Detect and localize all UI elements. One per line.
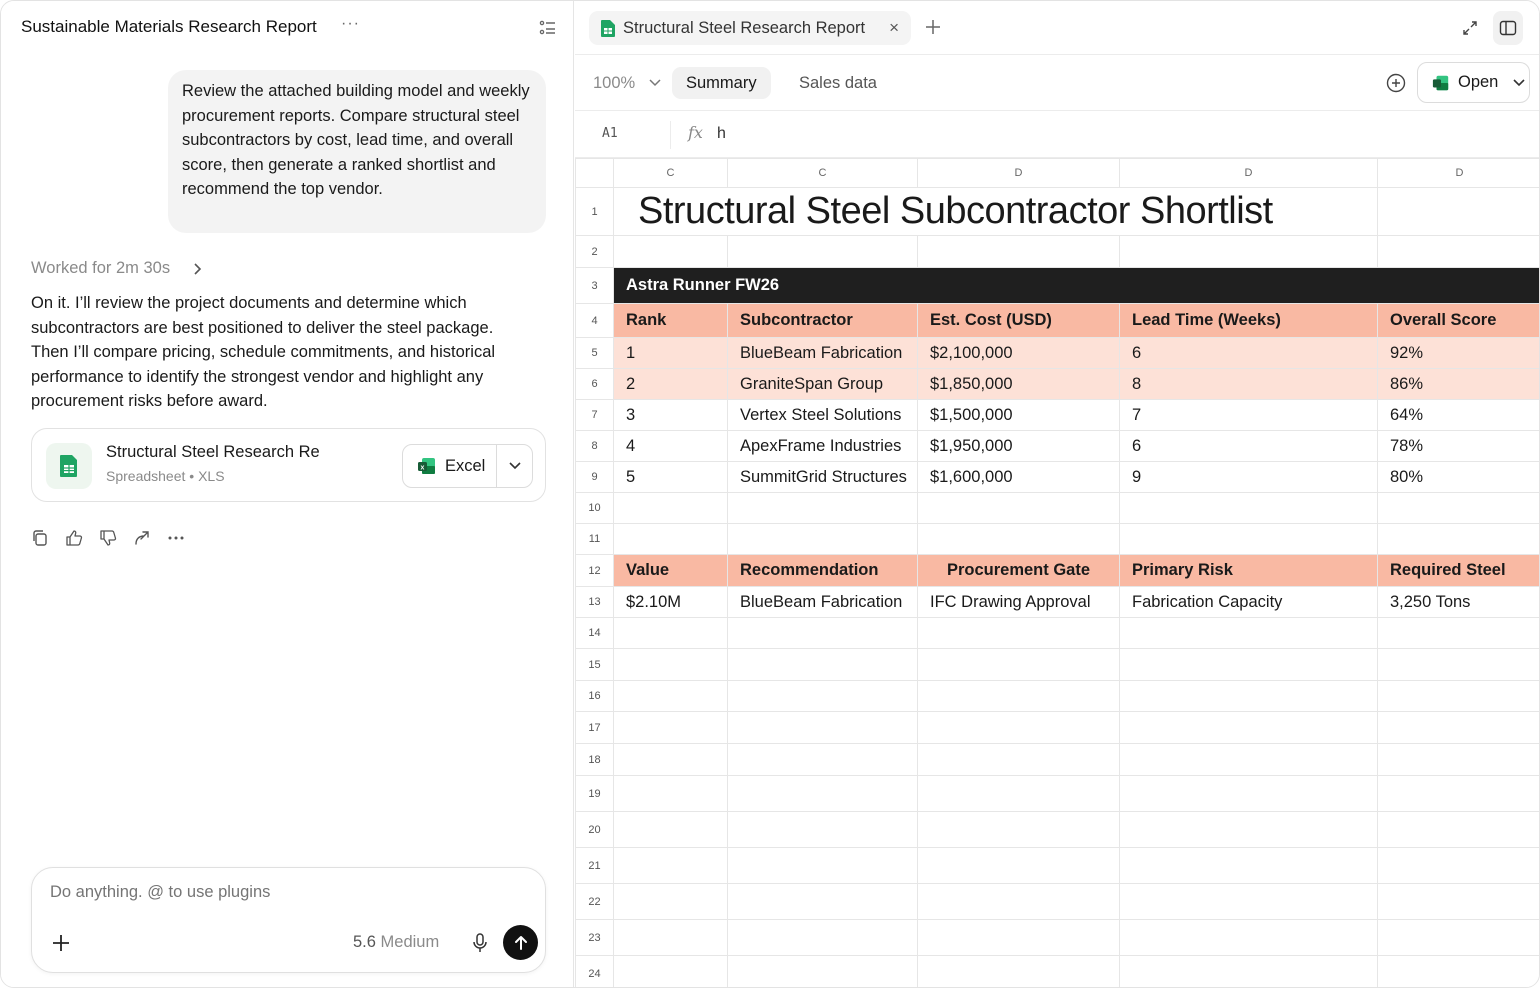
cell[interactable]: ApexFrame Industries [728, 431, 918, 462]
chevron-down-icon [1512, 78, 1526, 88]
sheet-row [576, 920, 1540, 956]
cell[interactable] [918, 618, 1120, 649]
cell[interactable] [918, 493, 1120, 524]
cell[interactable] [1120, 681, 1378, 712]
header-cell-recommendation[interactable]: Recommendation [728, 555, 918, 587]
sheet-row [576, 681, 1540, 712]
cell[interactable]: 3 [614, 400, 728, 431]
row-number[interactable]: 23 [576, 920, 614, 956]
cell[interactable] [1378, 618, 1540, 649]
zoom-level[interactable]: 100% [593, 74, 636, 92]
column-header[interactable]: D [1378, 159, 1540, 188]
sheet-row [576, 236, 1540, 268]
document-panel [575, 1, 1540, 988]
microphone-icon[interactable] [470, 932, 490, 954]
formula-input[interactable]: h [717, 125, 726, 142]
more-options-icon[interactable]: ··· [341, 15, 360, 32]
chevron-right-icon[interactable] [191, 261, 203, 277]
row-number[interactable]: 22 [576, 884, 614, 920]
chevron-down-icon [508, 461, 522, 471]
cell[interactable] [1378, 812, 1540, 848]
sheet-file-icon [601, 20, 615, 37]
cell[interactable] [728, 493, 918, 524]
sheet-row [576, 712, 1540, 744]
cell[interactable]: BlueBeam Fabrication [728, 587, 918, 618]
excel-button-label: Excel [445, 456, 486, 475]
cell[interactable] [614, 776, 728, 812]
cell[interactable] [918, 649, 1120, 681]
svg-text:x: x [420, 464, 425, 472]
excel-icon [1432, 74, 1450, 92]
cell[interactable]: 92% [1378, 338, 1540, 369]
column-header[interactable]: C [728, 159, 918, 188]
cell[interactable] [614, 812, 728, 848]
model-version: 5.6 [353, 933, 376, 951]
chat-panel [1, 1, 574, 988]
sheet-row [576, 649, 1540, 681]
cell[interactable]: SummitGrid Structures [728, 462, 918, 493]
cell-reference[interactable]: A1 [602, 126, 618, 141]
cell[interactable] [1378, 956, 1540, 988]
document-tab-bar [575, 1, 1540, 55]
cell[interactable] [1120, 744, 1378, 776]
header-cell-subcontractor[interactable]: Subcontractor [728, 304, 918, 338]
cell[interactable] [1378, 188, 1540, 236]
formula-bar [575, 111, 1540, 158]
sheet-tab-summary[interactable]: Summary [672, 67, 771, 99]
cell[interactable] [1120, 524, 1378, 555]
cell[interactable] [1120, 956, 1378, 988]
cell[interactable] [728, 236, 918, 268]
spreadsheet-grid [575, 158, 1540, 988]
sheet-toolbar [575, 55, 1540, 111]
cell[interactable]: 1 [614, 338, 728, 369]
cell[interactable]: 2 [614, 369, 728, 400]
cell[interactable]: GraniteSpan Group [728, 369, 918, 400]
cell[interactable] [1378, 712, 1540, 744]
cell[interactable] [1378, 848, 1540, 884]
conversation-title: Sustainable Materials Research Report [21, 17, 317, 36]
document-tab[interactable] [589, 11, 911, 45]
share-icon[interactable] [133, 529, 151, 547]
cell[interactable]: 80% [1378, 462, 1540, 493]
header-cell-procurement-gate[interactable]: Procurement Gate [918, 555, 1120, 587]
cell[interactable] [614, 956, 728, 988]
row-number[interactable]: 19 [576, 776, 614, 812]
assistant-message: On it. I’ll review the project documents and determine which subcontractors are best positioned to deliver the steel package. Then I’ll compare pricing, schedule commitments, and historical performance to identify the strongest vendor and highlight any procurement risks before award. [31, 294, 496, 410]
column-header[interactable]: D [918, 159, 1120, 188]
row-number[interactable]: 12 [576, 555, 614, 587]
row-number[interactable]: 13 [576, 587, 614, 618]
task-list-icon[interactable] [539, 19, 557, 37]
cell[interactable] [918, 884, 1120, 920]
row-number[interactable]: 11 [576, 524, 614, 555]
more-actions-icon[interactable] [167, 529, 185, 547]
row-number[interactable]: 16 [576, 681, 614, 712]
cell[interactable] [614, 618, 728, 649]
cell[interactable] [1378, 776, 1540, 812]
sheet-row [576, 493, 1540, 524]
cell[interactable] [1378, 681, 1540, 712]
file-attachment-card[interactable] [31, 428, 546, 502]
cell[interactable] [728, 744, 918, 776]
cell[interactable]: 3,250 Tons [1378, 587, 1540, 618]
arrow-up-icon [512, 934, 530, 952]
sheet-row [576, 956, 1540, 988]
cell[interactable] [1120, 236, 1378, 268]
open-button-label: Open [1458, 73, 1499, 91]
cell[interactable] [918, 524, 1120, 555]
cell[interactable] [918, 744, 1120, 776]
sheet-row [576, 848, 1540, 884]
cell[interactable] [1378, 493, 1540, 524]
table-row [576, 369, 1540, 400]
cell[interactable]: BlueBeam Fabrication [728, 338, 918, 369]
cell[interactable] [728, 681, 918, 712]
sheet-row [576, 268, 1540, 304]
sidebar-panel-icon [1499, 20, 1517, 36]
cell[interactable] [1378, 884, 1540, 920]
row-number[interactable]: 10 [576, 493, 614, 524]
header-cell-required-steel[interactable]: Required Steel [1378, 555, 1540, 587]
row-number[interactable]: 14 [576, 618, 614, 649]
function-icon: fx [688, 123, 703, 142]
cell[interactable] [918, 920, 1120, 956]
open-button[interactable] [1417, 62, 1530, 103]
row-number[interactable]: 9 [576, 462, 614, 493]
sheet-row [576, 744, 1540, 776]
header-cell-primary-risk[interactable]: Primary Risk [1120, 555, 1378, 587]
excel-button-main[interactable] [403, 445, 497, 487]
cell[interactable]: Fabrication Capacity [1120, 587, 1378, 618]
cell[interactable] [918, 776, 1120, 812]
cell[interactable]: 6 [1120, 431, 1378, 462]
cell[interactable]: 86% [1378, 369, 1540, 400]
row-number[interactable]: 7 [576, 400, 614, 431]
file-name: Structural Steel Research Re [106, 443, 320, 461]
excel-dropdown[interactable] [497, 461, 532, 471]
model-selector[interactable] [353, 933, 439, 952]
add-comment-icon[interactable] [1385, 72, 1407, 94]
sheet-row [576, 884, 1540, 920]
close-tab-icon[interactable]: × [889, 18, 899, 37]
cell[interactable] [614, 920, 728, 956]
message-input[interactable] [50, 883, 520, 902]
cell[interactable]: $2,100,000 [918, 338, 1120, 369]
cell[interactable] [614, 524, 728, 555]
sheet-row [576, 812, 1540, 848]
row-number[interactable]: 4 [576, 304, 614, 338]
row-number[interactable]: 15 [576, 649, 614, 681]
cell[interactable] [918, 681, 1120, 712]
new-tab-icon[interactable] [923, 17, 943, 37]
cell[interactable] [728, 776, 918, 812]
cell[interactable] [728, 920, 918, 956]
sheet-row [576, 618, 1540, 649]
row-number[interactable]: 24 [576, 956, 614, 988]
cell[interactable] [1378, 236, 1540, 268]
thumbs-down-icon[interactable] [99, 529, 117, 547]
row-number[interactable]: 17 [576, 712, 614, 744]
message-composer [31, 867, 546, 973]
worked-duration[interactable]: Worked for 2m 30s [31, 259, 171, 277]
cell[interactable]: 7 [1120, 400, 1378, 431]
row-number[interactable]: 8 [576, 431, 614, 462]
cell[interactable] [1120, 493, 1378, 524]
cell[interactable] [1120, 812, 1378, 848]
cell[interactable] [918, 812, 1120, 848]
cell[interactable] [614, 712, 728, 744]
corner-cell[interactable] [576, 159, 614, 188]
formula-divider [670, 121, 671, 149]
open-in-excel-button[interactable] [402, 444, 533, 488]
cell[interactable]: $1,500,000 [918, 400, 1120, 431]
file-meta: Spreadsheet • XLS [106, 468, 225, 484]
cell[interactable]: $1,600,000 [918, 462, 1120, 493]
row-number[interactable]: 2 [576, 236, 614, 268]
sheet-table [575, 158, 1540, 988]
row-number[interactable]: 21 [576, 848, 614, 884]
column-header[interactable]: C [614, 159, 728, 188]
table-row [576, 431, 1540, 462]
cell[interactable] [1120, 884, 1378, 920]
table-row [576, 400, 1540, 431]
cell[interactable] [1120, 920, 1378, 956]
cell[interactable] [728, 812, 918, 848]
send-button[interactable] [503, 925, 538, 960]
cell[interactable] [918, 712, 1120, 744]
sheet-row [576, 776, 1540, 812]
row-number[interactable]: 1 [576, 188, 614, 236]
cell[interactable] [614, 681, 728, 712]
cell[interactable]: 78% [1378, 431, 1540, 462]
sheet-row [576, 188, 1540, 236]
cell[interactable] [728, 618, 918, 649]
cell[interactable] [1378, 649, 1540, 681]
row-number[interactable]: 5 [576, 338, 614, 369]
header-cell-rank[interactable]: Rank [614, 304, 728, 338]
cell[interactable] [728, 712, 918, 744]
document-tab-title: Structural Steel Research Report [623, 18, 866, 37]
cell[interactable]: 4 [614, 431, 728, 462]
message-actions [31, 529, 185, 547]
cell[interactable] [1378, 920, 1540, 956]
cell[interactable] [1120, 649, 1378, 681]
table-header-row [576, 304, 1540, 338]
cell[interactable]: $2.10M [614, 587, 728, 618]
cell[interactable] [614, 236, 728, 268]
cell[interactable] [1120, 776, 1378, 812]
sheet-title-cell[interactable]: Structural Steel Subcontractor Shortlist [614, 188, 1378, 236]
model-effort: Medium [380, 933, 440, 951]
toggle-panel-button[interactable] [1493, 11, 1523, 45]
cell[interactable] [728, 649, 918, 681]
sheet-tab-sales-data[interactable]: Sales data [799, 74, 877, 92]
row-number[interactable]: 6 [576, 369, 614, 400]
sheet-row [576, 524, 1540, 555]
header-cell-cost[interactable]: Est. Cost (USD) [918, 304, 1120, 338]
cell[interactable]: IFC Drawing Approval [918, 587, 1120, 618]
chevron-down-icon[interactable] [648, 77, 662, 89]
cell[interactable]: 8 [1120, 369, 1378, 400]
cell[interactable] [1378, 744, 1540, 776]
cell[interactable]: $1,850,000 [918, 369, 1120, 400]
header-cell-value[interactable]: Value [614, 555, 728, 587]
user-message: Review the attached building model and weekly procurement reports. Compare structural steel subcontractors by cost, lead time, and overall score, then generate a ranked shortlist and recommend the top vendor. [168, 70, 546, 233]
thumbs-up-icon[interactable] [65, 529, 83, 547]
cell[interactable] [614, 848, 728, 884]
cell[interactable] [614, 493, 728, 524]
cell[interactable] [614, 744, 728, 776]
cell[interactable] [918, 848, 1120, 884]
row-number[interactable]: 18 [576, 744, 614, 776]
row-number[interactable]: 20 [576, 812, 614, 848]
cell[interactable] [1120, 712, 1378, 744]
row-number[interactable]: 3 [576, 268, 614, 304]
excel-icon [417, 456, 437, 476]
table-row [576, 587, 1540, 618]
header-cell-lead-time[interactable]: Lead Time (Weeks) [1120, 304, 1378, 338]
expand-icon[interactable] [1461, 19, 1479, 37]
cell[interactable] [1120, 618, 1378, 649]
cell[interactable] [614, 884, 728, 920]
section-header-cell[interactable]: Astra Runner FW26 [614, 268, 1540, 304]
cell[interactable]: 64% [1378, 400, 1540, 431]
add-attachment-icon[interactable] [50, 932, 72, 954]
cell[interactable] [918, 956, 1120, 988]
cell[interactable] [728, 884, 918, 920]
cell[interactable]: 9 [1120, 462, 1378, 493]
header-cell-score[interactable]: Overall Score [1378, 304, 1540, 338]
cell[interactable] [918, 236, 1120, 268]
cell[interactable] [1378, 524, 1540, 555]
cell[interactable]: 6 [1120, 338, 1378, 369]
spreadsheet-icon [46, 443, 92, 489]
cell[interactable]: Vertex Steel Solutions [728, 400, 918, 431]
cell[interactable] [1120, 848, 1378, 884]
table-row [576, 338, 1540, 369]
copy-icon[interactable] [31, 529, 49, 547]
table-header-row [576, 555, 1540, 587]
cell[interactable] [728, 848, 918, 884]
cell[interactable] [728, 956, 918, 988]
cell[interactable] [614, 649, 728, 681]
column-header-row [576, 159, 1540, 188]
cell[interactable]: 5 [614, 462, 728, 493]
column-header[interactable]: D [1120, 159, 1378, 188]
cell[interactable]: $1,950,000 [918, 431, 1120, 462]
table-row [576, 462, 1540, 493]
cell[interactable] [728, 524, 918, 555]
